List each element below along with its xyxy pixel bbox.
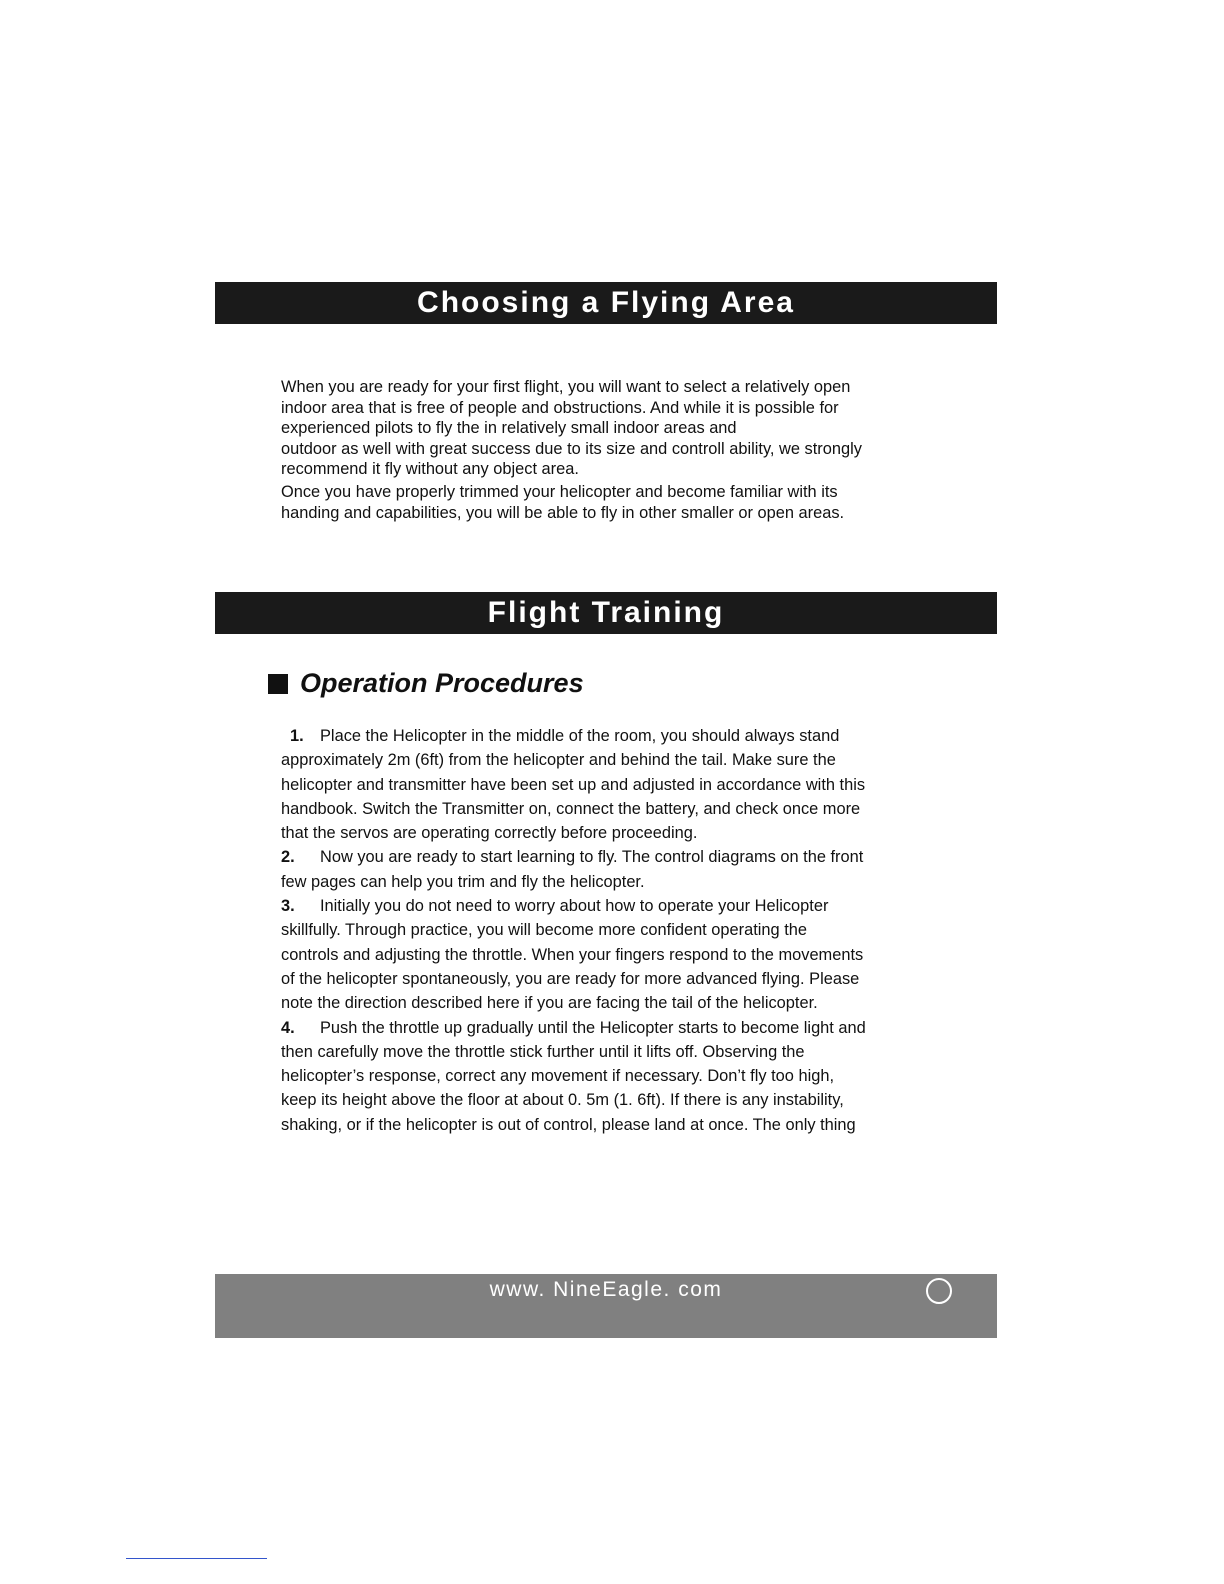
section-title-flying-area: Choosing a Flying Area (215, 282, 997, 324)
procedure-step-2 (281, 845, 953, 894)
page-number-circle-icon (926, 1278, 952, 1304)
step-text: Initially you do not need to worry about how to operate your Helicopter skillfully. Through practice, you will become more confident operating the controls and adjusting the throttle. When your fingers respond to the movements of the helicopter spontaneously, you are ready for more advanced flying. Please note the direction described here if you are facing the tail of the helicopter. (281, 897, 864, 1013)
procedure-step-3 (281, 894, 953, 1015)
subheading-operation-procedures (268, 668, 584, 699)
step-number: 4. (281, 1018, 295, 1037)
page-footer (215, 1274, 997, 1338)
step-text: Push the throttle up gradually until the Helicopter starts to become light and then carefully move the throttle stick further until it lifts off. Observing the helicopter’s response, correct any movement if necessary. Don’t fly too high, keep its height above the floor at about 0. 5m (1. 6ft). If there is any instability, shaking, or if the helicopter is out of control, please land at once. The only thing (281, 1018, 866, 1134)
procedure-steps (281, 724, 953, 1137)
flying-area-paragraph-1: When you are ready for your first flight, you will want to select a relatively open indoor area that is free of people and obstructions. And while it is possible for experienced pilots to fly the in relatively small indoor areas and outdoor as well with great success due to its size and controll ability, we strongly recommend it fly without any object area. (281, 378, 862, 479)
flying-area-paragraph-2: Once you have properly trimmed your helicopter and become familiar with its handing and capabilities, you will be able to fly in other smaller or open areas. (281, 483, 845, 522)
procedure-step-4 (281, 1016, 953, 1137)
procedure-step-1 (281, 724, 953, 845)
section-title-flight-training: Flight Training (215, 592, 997, 634)
subheading-text: Operation Procedures (300, 668, 584, 698)
footer-url: www. NineEagle. com (489, 1278, 723, 1301)
step-number: 2. (281, 848, 295, 867)
footnote-separator-line (126, 1558, 267, 1559)
square-bullet-icon (268, 674, 288, 694)
step-text: Place the Helicopter in the middle of the room, you should always stand approximately 2m (6ft) from the helicopter and behind the tail. Make sure the helicopter and transmitter have been set up and adjusted in accordance with this handbook. Switch the Transmitter on, connect the battery, and check once more that the servos are operating correctly before proceeding. (281, 727, 866, 843)
step-number: 1. (290, 727, 304, 745)
step-number: 3. (281, 897, 295, 916)
step-text: Now you are ready to start learning to fly. The control diagrams on the front few pages can help you trim and fly the helicopter. (281, 848, 864, 891)
